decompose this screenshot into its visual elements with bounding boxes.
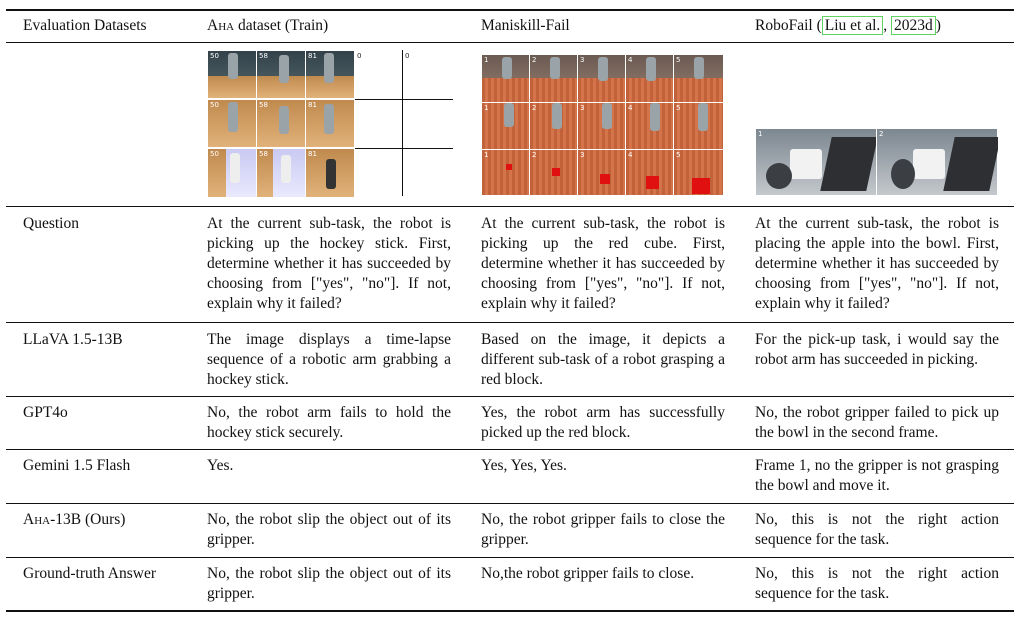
citation-author-link[interactable]: Liu et al.: [822, 16, 884, 35]
aha13b-aha: No, the robot slip the object out of its gripper.: [207, 511, 451, 548]
aha-frame-1-1: [207, 50, 257, 99]
header-aha-dataset: [207, 16, 328, 36]
aha-empty-plot-hline: [355, 148, 453, 149]
aha13b-maniskill: No, the robot gripper fails to close the gripper.: [481, 511, 725, 548]
row-label-aha-13b: [23, 510, 125, 530]
question-maniskill: At the current sub-task, the robot is picking up the red cube. First, determine whether it has succeeded by choosing from ["yes", "no"]. If not, explain why it failed?: [481, 215, 725, 312]
aha-frame-3-2: [256, 148, 306, 198]
row-label-gpt4o: GPT4o: [23, 404, 68, 421]
row-label-ground-truth: Ground-truth Answer: [23, 565, 157, 582]
aha-frame-label: 50: [210, 150, 219, 158]
row-rule: [6, 449, 1014, 450]
llava-maniskill: Based on the image, it depicts a different sub-task of a robot grasping a red block.: [481, 331, 725, 388]
maniskill-frame-label: 4: [628, 56, 633, 64]
llava-aha: The image displays a time-lapse sequence of a robotic arm grabbing a hockey stick.: [207, 331, 451, 388]
maniskill-frame-15: [673, 149, 724, 196]
aha-frame-2-1: [207, 99, 257, 148]
header-robofail: RoboFail ( Liu et al. , 2023d ): [755, 17, 941, 34]
aha-frame-label: 81: [308, 101, 317, 109]
robofail-frame-1: [755, 128, 877, 196]
maniskill-frame-label: 3: [580, 56, 585, 64]
aha-frame-3-1: [207, 148, 257, 198]
maniskill-frame-9: [625, 102, 674, 150]
aha-empty-plot-label: 0: [405, 52, 410, 60]
maniskill-frame-label: 4: [628, 104, 633, 112]
aha-frame-label: 58: [259, 150, 268, 158]
aha-frame-1-3: [305, 50, 355, 99]
row-rule: [6, 322, 1014, 323]
citation-year-link[interactable]: 2023d: [891, 16, 936, 35]
aha-frame-label: 58: [259, 101, 268, 109]
question-robofail: At the current sub-task, the robot is placing the apple into the bowl. First, determine whether it has succeeded by choosing from ["yes", "no"]. If not, explain why it failed?: [755, 215, 999, 312]
maniskill-frame-label: 5: [676, 56, 681, 64]
aha-frame-label: 81: [308, 150, 317, 158]
aha-empty-plot-label: 0: [357, 52, 362, 60]
maniskill-frame-14: [625, 149, 674, 196]
robofail-figure: [755, 128, 998, 196]
gemini-maniskill: Yes, Yes, Yes.: [481, 457, 567, 474]
llava-robofail: For the pick-up task, i would say the robot arm has succeeded in picking.: [755, 331, 999, 368]
maniskill-frame-label: 1: [484, 56, 489, 64]
maniskill-frame-label: 1: [484, 151, 489, 159]
gt-robofail: No, this is not the right action sequence for the task.: [755, 565, 999, 602]
header-evaluation-datasets: Evaluation Datasets: [23, 17, 147, 34]
aha-frame-label: 50: [210, 52, 219, 60]
bottom-rule: [6, 610, 1014, 612]
row-rule: [6, 557, 1014, 558]
aha-name: Aha: [207, 17, 235, 34]
header-maniskill-fail: Maniskill-Fail: [481, 17, 570, 34]
aha-frame-2-3: [305, 99, 355, 148]
maniskill-frame-8: [577, 102, 626, 150]
maniskill-frame-12: [529, 149, 578, 196]
row-label-question: Question: [23, 215, 79, 232]
row-label-llava: LLaVA 1.5-13B: [23, 331, 123, 348]
aha-model-suffix: -13B (Ours): [50, 511, 126, 528]
maniskill-frame-13: [577, 149, 626, 196]
row-rule: [6, 206, 1014, 207]
aha-frame-label: 58: [259, 52, 268, 60]
header-robofail-name: RoboFail: [755, 17, 813, 34]
row-rule: [6, 503, 1014, 504]
maniskill-frame-2: [529, 54, 578, 103]
gemini-aha: Yes.: [207, 457, 234, 474]
maniskill-figure: [481, 54, 724, 196]
maniskill-frame-label: 2: [532, 151, 537, 159]
maniskill-frame-label: 3: [580, 151, 585, 159]
maniskill-frame-label: 2: [532, 56, 537, 64]
maniskill-frame-11: [481, 149, 530, 196]
aha-frame-label: 81: [308, 52, 317, 60]
row-rule: [6, 396, 1014, 397]
gpt4o-maniskill: Yes, the robot arm has successfully picked up the red block.: [481, 404, 725, 441]
aha-empty-plot-hline: [355, 99, 453, 100]
maniskill-frame-4: [625, 54, 674, 103]
gpt4o-robofail: No, the robot gripper failed to pick up the bowl in the second frame.: [755, 404, 999, 441]
row-label-gemini: Gemini 1.5 Flash: [23, 457, 131, 474]
header-aha-suffix: dataset (Train): [234, 17, 329, 34]
robofail-frame-label: 2: [879, 130, 884, 138]
maniskill-frame-label: 5: [676, 104, 681, 112]
maniskill-frame-7: [529, 102, 578, 150]
header-rule: [6, 42, 1014, 43]
aha-frame-2-2: [256, 99, 306, 148]
gt-aha: No, the robot slip the object out of its gripper.: [207, 565, 451, 602]
maniskill-frame-label: 1: [484, 104, 489, 112]
maniskill-frame-label: 3: [580, 104, 585, 112]
aha-frame-3-3: [305, 148, 355, 198]
maniskill-frame-6: [481, 102, 530, 150]
aha-empty-plot-vline: [402, 50, 403, 196]
maniskill-frame-label: 2: [532, 104, 537, 112]
robofail-frame-label: 1: [758, 130, 763, 138]
maniskill-frame-5: [673, 54, 724, 103]
aha-figure: [207, 50, 453, 198]
gt-maniskill: No,the robot gripper fails to close.: [481, 565, 695, 582]
gpt4o-aha: No, the robot arm fails to hold the hockey stick securely.: [207, 404, 451, 441]
aha-frame-1-2: [256, 50, 306, 99]
robofail-frame-2: [876, 128, 998, 196]
gemini-robofail: Frame 1, no the gripper is not grasping the bowl and move it.: [755, 457, 999, 494]
top-rule: [6, 9, 1014, 11]
aha-frame-label: 50: [210, 101, 219, 109]
question-aha: At the current sub-task, the robot is picking up the hockey stick. First, determine whether it has succeeded by choosing from ["yes", "no"]. If not, explain why it failed?: [207, 215, 451, 312]
maniskill-frame-3: [577, 54, 626, 103]
maniskill-frame-10: [673, 102, 724, 150]
maniskill-frame-label: 4: [628, 151, 633, 159]
aha-model-name: Aha: [23, 511, 51, 528]
maniskill-frame-label: 5: [676, 151, 681, 159]
aha13b-robofail: No, this is not the right action sequence for the task.: [755, 511, 999, 548]
maniskill-frame-1: [481, 54, 530, 103]
